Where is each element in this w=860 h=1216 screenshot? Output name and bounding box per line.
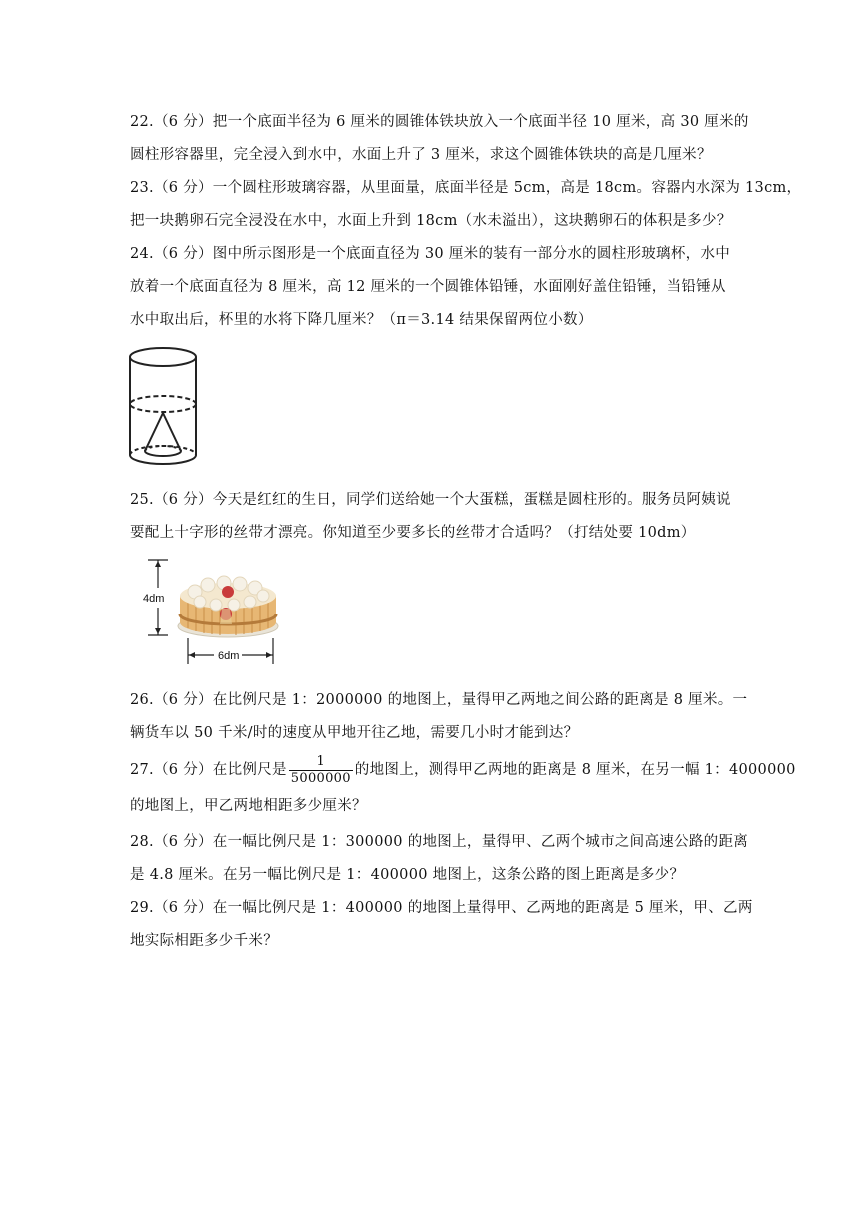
question-24-line-3: 水中取出后，杯里的水将下降几厘米？（π＝3.14 结果保留两位小数）: [130, 312, 593, 328]
question-29: [130, 892, 753, 958]
question-23: [130, 172, 802, 238]
question-23-line-1: 23.（6 分）一个圆柱形玻璃容器，从里面量，底面半径是 5cm，高是 18cm。容器内水深为 13cm，: [130, 180, 802, 196]
question-27-text-before: 27.（6 分）在比例尺是: [130, 762, 287, 778]
cake-height-label: 4dm: [143, 593, 165, 605]
question-28-line-2: 是 4.8 厘米。在另一幅比例尺是 1：400000 地图上，这条公路的图上距离是多少？: [130, 867, 685, 883]
question-22: [130, 106, 749, 172]
question-28-line-1: 28.（6 分）在一幅比例尺是 1：300000 的地图上，量得甲、乙两个城市之间高速公路的距离: [130, 834, 749, 850]
question-22-line-2: 圆柱形容器里，完全浸入到水中，水面上升了 3 厘米，求这个圆锥体铁块的高是几厘米？: [130, 147, 712, 163]
cake-width-label: 6dm: [218, 650, 240, 662]
question-24-line-1: 24.（6 分）图中所示图形是一个底面直径为 30 厘米的装有一部分水的圆柱形玻璃杯，水中: [130, 246, 731, 262]
fraction-denominator: 5000000: [290, 770, 351, 786]
question-27-line-2: 的地图上，甲乙两地相距多少厘米？: [130, 798, 367, 814]
question-25: [130, 484, 730, 550]
question-24: [130, 238, 730, 337]
cake-figure: [140, 552, 280, 670]
question-25-line-1: 25.（6 分）今天是红红的生日，同学们送给她一个大蛋糕，蛋糕是圆柱形的。服务员阿姨说: [130, 492, 731, 508]
question-24-line-2: 放着一个底面直径为 8 厘米，高 12 厘米的一个圆锥体铅锤，水面刚好盖住铅锤，当铅锤从: [130, 279, 726, 295]
question-27-text-after: 的地图上，测得甲乙两地的距离是 8 厘米，在另一幅 1：4000000: [354, 762, 796, 778]
question-29-line-2: 地实际相距多少千米？: [130, 933, 278, 949]
question-26-line-1: 26.（6 分）在比例尺是 1：2000000 的地图上，量得甲乙两地之间公路的距离是 8 厘米。一: [130, 692, 748, 708]
fraction-numerator: 1: [316, 753, 326, 769]
question-23-line-2: 把一块鹅卵石完全浸没在水中，水面上升到 18cm（水未溢出），这块鹅卵石的体积是多少？: [130, 213, 732, 229]
question-27: [130, 750, 796, 823]
question-25-line-2: 要配上十字形的丝带才漂亮。你知道至少要多长的丝带才合适吗？（打结处要 10dm）: [130, 525, 696, 541]
question-29-line-1: 29.（6 分）在一幅比例尺是 1：400000 的地图上量得甲、乙两地的距离是 5 厘米，甲、乙两: [130, 900, 753, 916]
question-26: [130, 684, 748, 750]
cylinder-cone-figure: [126, 343, 202, 469]
question-22-line-1: 22.（6 分）把一个底面半径为 6 厘米的圆锥体铁块放入一个底面半径 10 厘米，高 30 厘米的: [130, 114, 749, 130]
question-26-line-2: 辆货车以 50 千米/时的速度从甲地开往乙地，需要几小时才能到达？: [130, 725, 579, 741]
scale-fraction: [289, 754, 353, 787]
question-27-line-1: [130, 750, 796, 790]
question-28: [130, 826, 749, 892]
cake-illustration: [178, 576, 278, 637]
